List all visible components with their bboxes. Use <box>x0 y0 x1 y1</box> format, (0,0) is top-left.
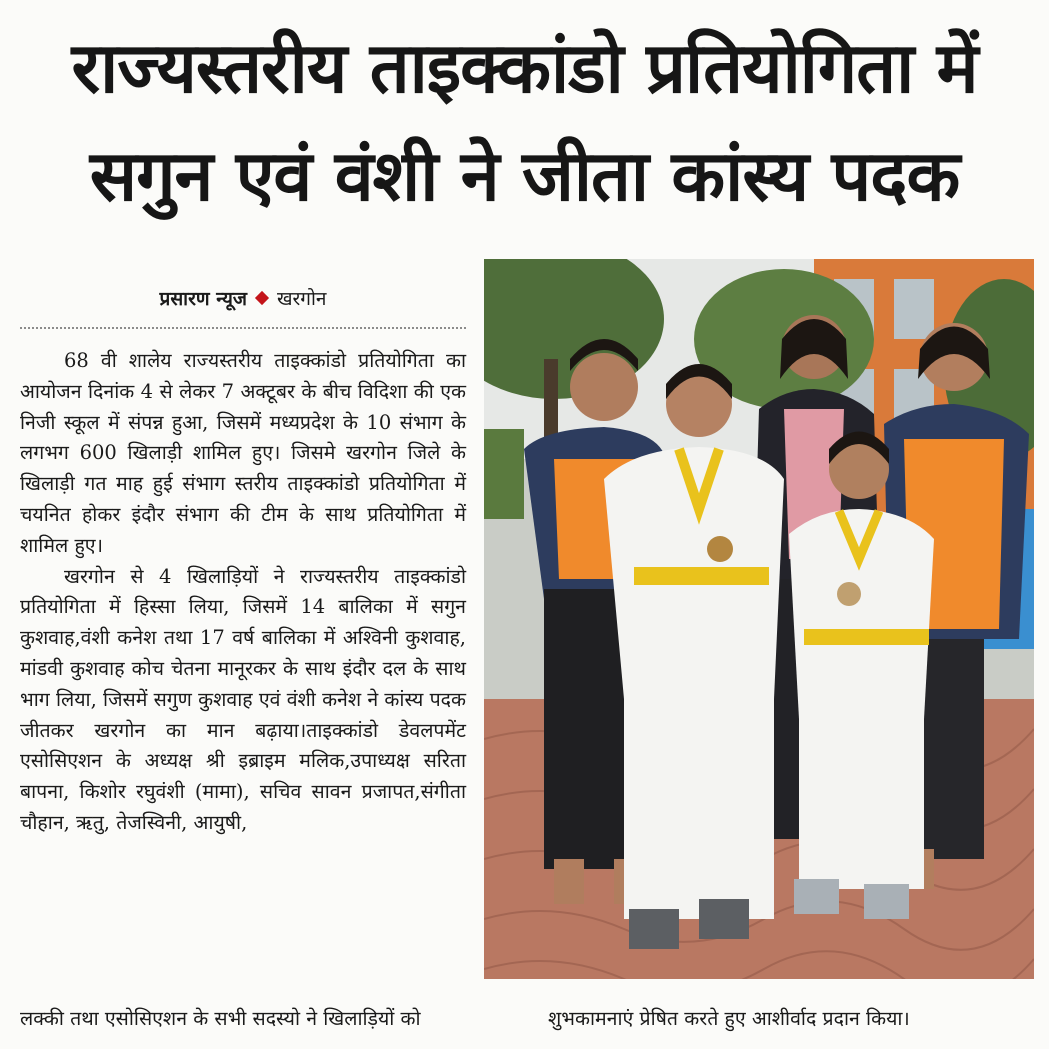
byline-location: खरगोन <box>276 288 327 310</box>
dotted-divider <box>20 327 466 329</box>
headline-line-1: राज्यस्तरीय ताइक्कांडो प्रतियोगिता में <box>71 27 978 109</box>
article-paragraph-2: खरगोन से 4 खिलाड़ियों ने राज्यस्तरीय ताइक्कांडो प्रतियोगिता में हिस्सा लिया, जिसमें 14 बालिका में सगुन कुशवाह,वंशी कनेश तथा 17 वर्ष बालिका में अश्विनी कुशवाह, मांडवी कुशवाह कोच चेतना मानूरकर के साथ इंदौर दल के साथ भाग लिया, जिसमें सगुण कुशवाह एवं वंशी कनेश ने कांस्य पदक जीतकर खरगोन का मान बढ़ाया।ताइक्कांडो डेवलपमेंट एसोसिएशन के अध्यक्ष श्री इब्राइम मलिक,उपाध्यक्ष सरिता बापना, किशोर रघुवंशी (मामा), सचिव सावन प्रजापत,संगीता चौहान, ऋतु, तेजस्विनी, आयुषी, <box>20 564 466 834</box>
byline-agency: प्रसारण न्यूज <box>159 288 247 310</box>
headline <box>14 14 1035 230</box>
photo-athletes-illustration <box>484 259 1034 979</box>
news-photo <box>484 259 1034 979</box>
byline <box>20 284 466 314</box>
article-paragraph-1: 68 वी शालेय राज्यस्तरीय ताइक्कांडो प्रतियोगिता का आयोजन दिनांक 4 से लेकर 7 अक्टूबर के बीच विदिशा की एक निजी स्कूल में संपन्न हुआ, जिसमें मध्यप्रदेश के 10 संभाग के लगभग 600 खिलाड़ी शामिल हुए। जिसमे खरगोन जिले के खिलाड़ी गत माह हुई संभाग स्तरीय ताइक्कांडो प्रतियोगिता में चयनित होकर इंदौर संभाग की टीम के साथ प्रतियोगिता में शामिल हुए। <box>20 349 466 557</box>
article-last-line: लक्की तथा एसोसिएशन के सभी सदस्यो ने खिलाड़ियों को <box>20 1007 421 1030</box>
headline-line-2: सगुन एवं वंशी ने जीता कांस्य पदक <box>89 135 960 217</box>
article-continuation: शुभकामनाएं प्रेषित करते हुए आशीर्वाद प्रदान किया। <box>548 1007 910 1030</box>
diamond-separator-icon <box>255 291 269 305</box>
article-body <box>20 346 466 839</box>
